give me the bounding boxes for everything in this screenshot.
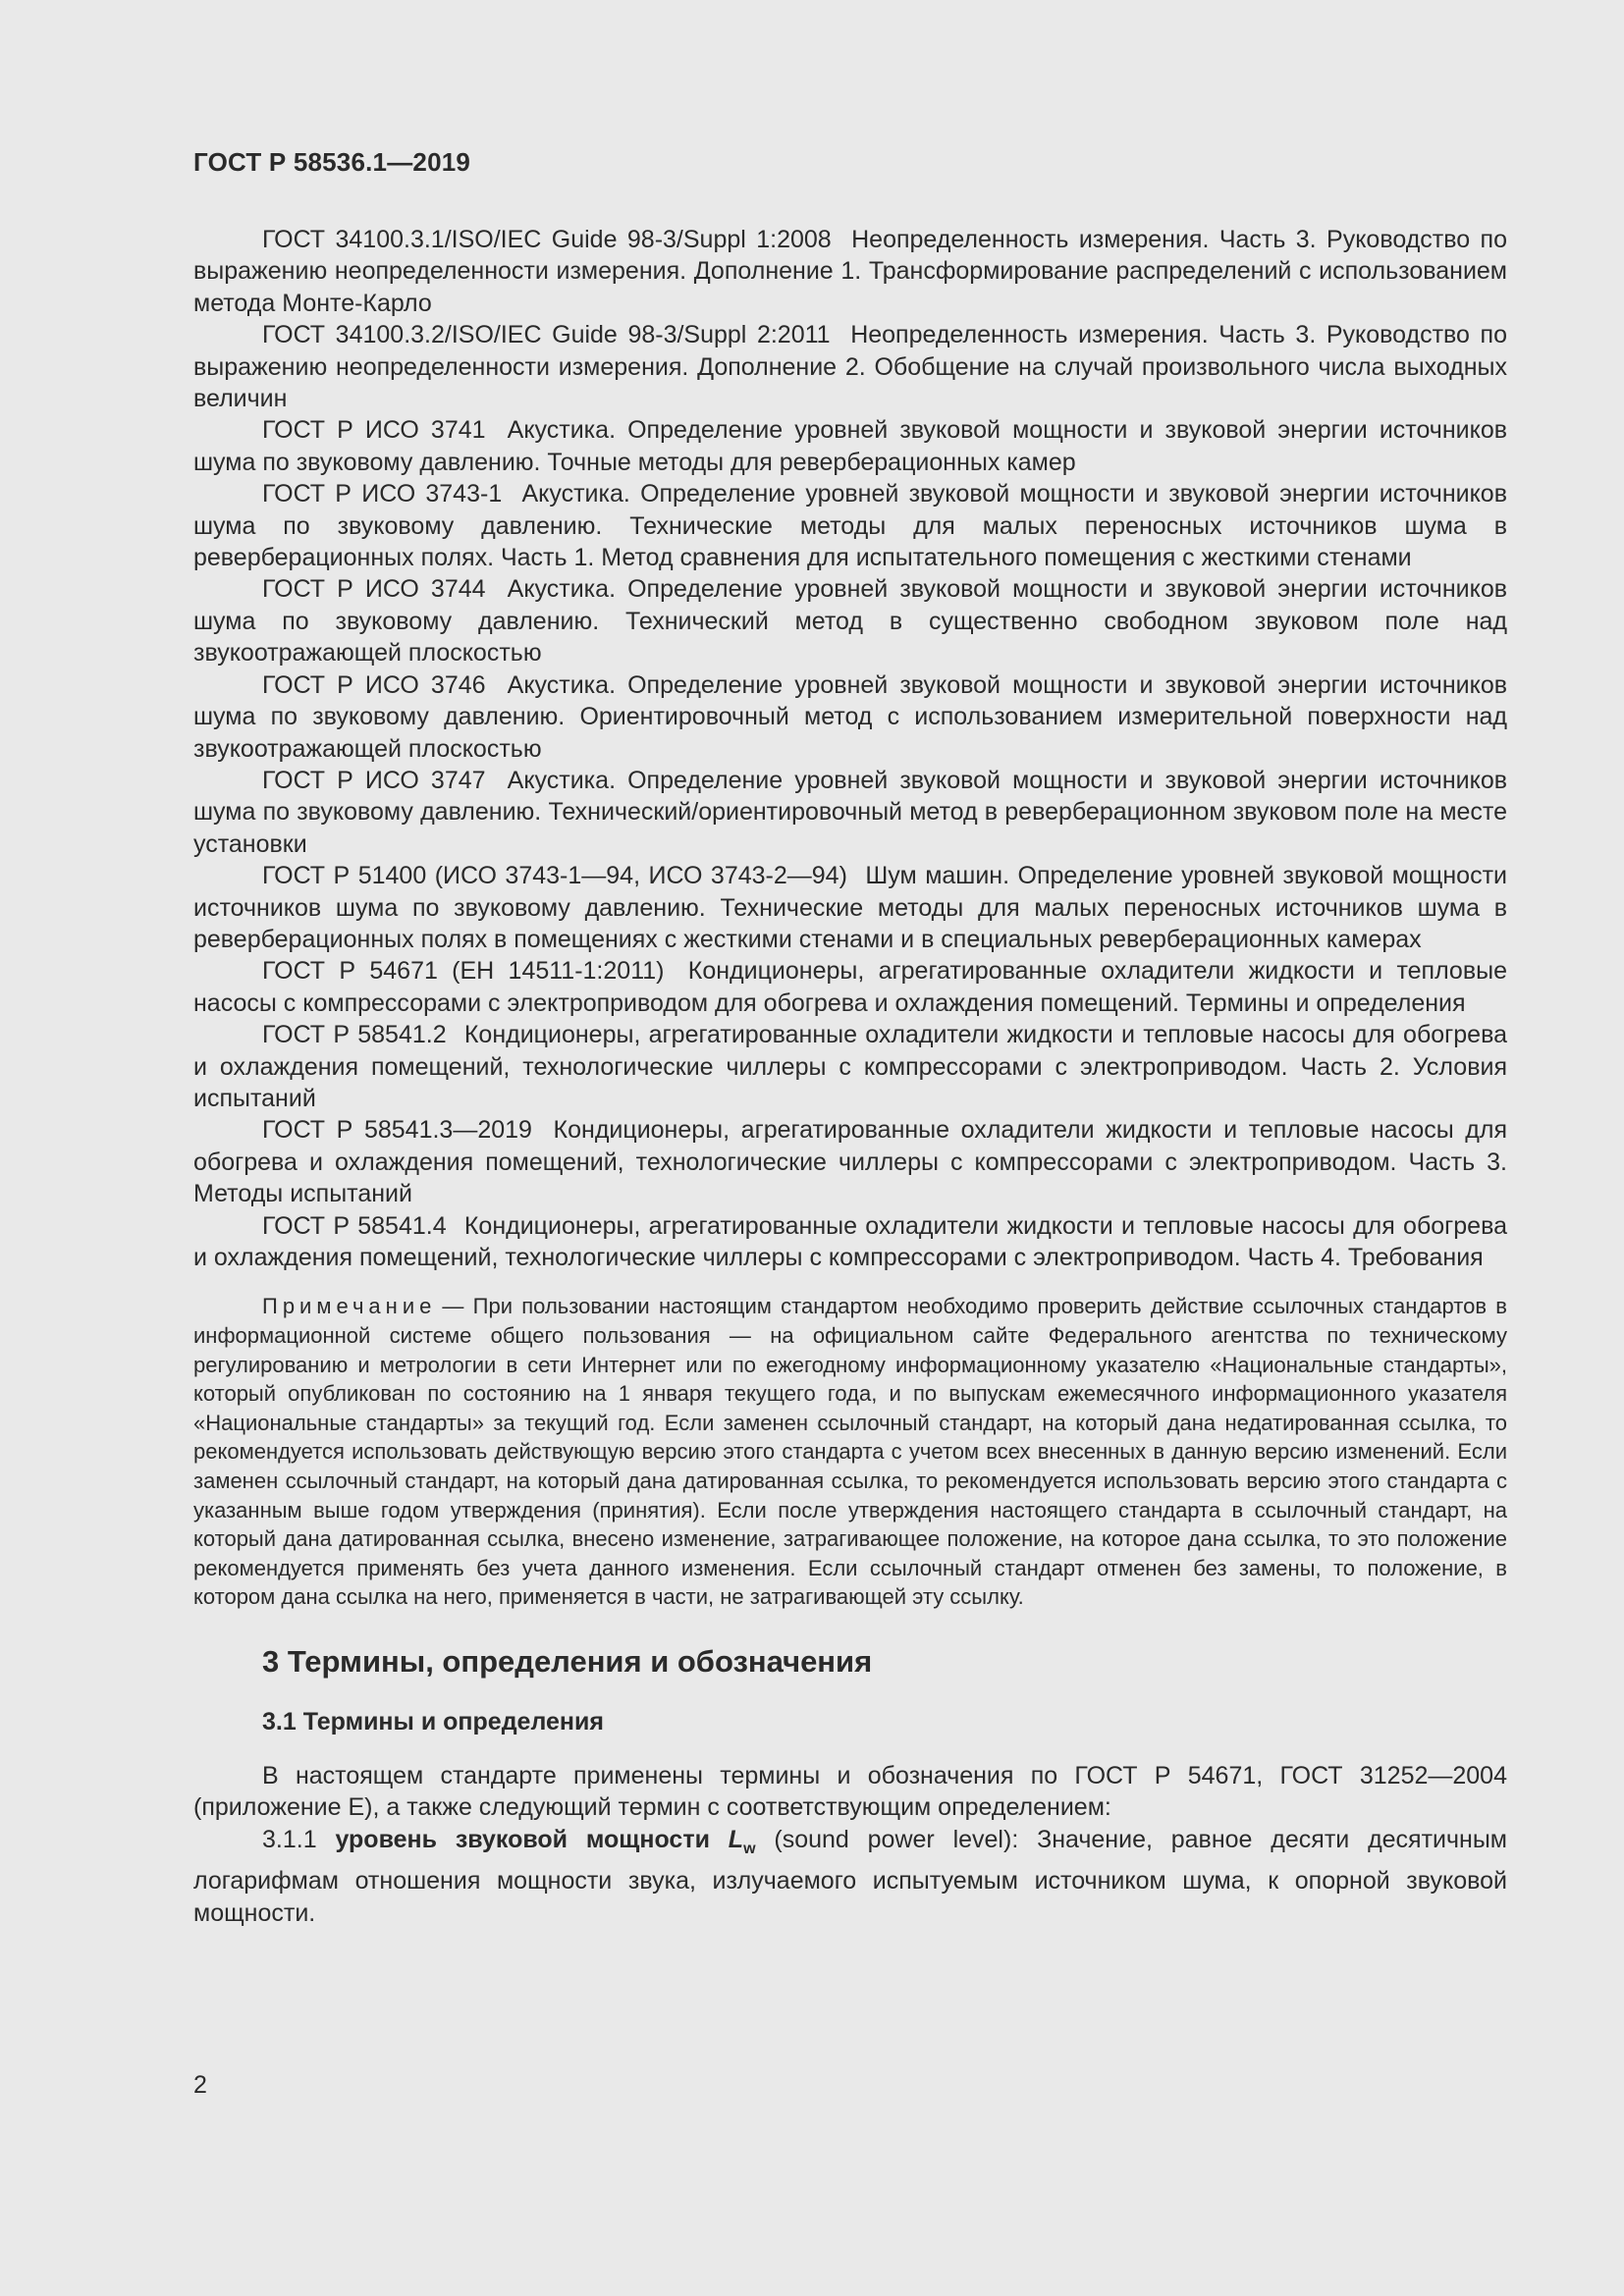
term-symbol: $L_w$	[728, 1825, 756, 1857]
reference-code: ГОСТ Р 58541.4	[262, 1211, 447, 1240]
normative-references-list	[193, 224, 1507, 1273]
reference-entry	[193, 1114, 1507, 1209]
reference-title: Акустика. Определение уровней звуковой мощности и звуковой энергии источников шума по звуковому давлению. Ориентировочный метод с использованием измерительной поверхности над звукоотражающей плоскостью	[193, 670, 1508, 763]
reference-code: ГОСТ 34100.3.2/ISO/IEC Guide 98-3/Suppl 2:2011	[262, 321, 831, 349]
reference-title: Кондиционеры, агрегатированные охладители жидкости и тепловые насосы с компрессорами с электроприводом для обогрева и охлаждения помещений. Термины и определения	[193, 957, 1507, 1017]
reference-title: Акустика. Определение уровней звуковой мощности и звуковой энергии источников шума по звуковому давлению. Технические методы для малых переносных источников шума в реверберационных полях. Часть 1. Метод сравнения для испытательного помещения с жесткими стенами	[193, 480, 1507, 572]
term-3-1-1-paragraph	[193, 1824, 1507, 1929]
reference-entry	[193, 1019, 1507, 1114]
reference-code: ГОСТ Р ИСО 3747	[262, 766, 486, 794]
reference-title: Акустика. Определение уровней звуковой мощности и звуковой энергии источников шума по звуковому давлению. Точные методы для реверберационных камер	[193, 416, 1508, 476]
reference-title: Кондиционеры, агрегатированные охладители жидкости и тепловые насосы для обогрева и охлаждения помещений, технологические чиллеры с компрессорами с электроприводом. Часть 4. Требования	[193, 1211, 1507, 1271]
reference-entry	[193, 860, 1507, 955]
reference-entry	[193, 955, 1507, 1019]
reference-code: ГОСТ Р ИСО 3743-1	[262, 480, 503, 508]
reference-entry	[193, 414, 1507, 478]
reference-code: ГОСТ Р 58541.2	[262, 1021, 447, 1049]
page-number: 2	[193, 2071, 207, 2099]
document-content	[193, 224, 1507, 1929]
reference-title: Акустика. Определение уровней звуковой мощности и звуковой энергии источников шума по звуковому давлению. Технический/ориентировочный метод в реверберационном звуковом поле на месте установки	[193, 766, 1508, 858]
term-definition: Значение, равное десяти десятичным логарифмам отношения мощности звука, излучаемого испытуемым источником шума, к опорной звуковой мощности.	[193, 1825, 1507, 1927]
section-3-title: 3 Термины, определения и обозначения	[262, 1643, 873, 1679]
reference-title: Неопределенность измерения. Часть 3. Руководство по выражению неопределенности измерения. Дополнение 2. Обобщение на случай произвольного числа выходных величин	[193, 321, 1507, 413]
reference-entry	[193, 669, 1507, 765]
reference-code: ГОСТ 34100.3.1/ISO/IEC Guide 98-3/Suppl 1:2008	[262, 226, 832, 253]
reference-title: Неопределенность измерения. Часть 3. Руководство по выражению неопределенности измерения. Дополнение 1. Трансформирование распределений с использованием метода Монте-Карло	[193, 226, 1507, 317]
reference-title: Кондиционеры, агрегатированные охладители жидкости и тепловые насосы для обогрева и охлаждения помещений, технологические чиллеры с компрессорами с электроприводом. Часть 2. Условия испытаний	[193, 1021, 1507, 1112]
reference-code: ГОСТ Р 54671 (ЕН 14511-1:2011)	[262, 957, 665, 986]
term-name: уровень звуковой мощности	[335, 1825, 710, 1853]
reference-code: ГОСТ Р ИСО 3746	[262, 670, 486, 699]
reference-code: ГОСТ Р ИСО 3744	[262, 575, 486, 604]
reference-entry	[193, 478, 1507, 573]
reference-code: ГОСТ Р ИСО 3741	[262, 416, 486, 445]
reference-entry	[193, 319, 1507, 414]
note-paragraph	[193, 1292, 1507, 1612]
terms-intro-paragraph: В настоящем стандарте применены термины и обозначения по ГОСТ Р 54671, ГОСТ 31252—2004 (приложение Е), а также следующий термин с соответствующим определением:	[193, 1761, 1507, 1822]
note-text: — При пользовании настоящим стандартом необходимо проверить действие ссылочных стандартов в информационной системе общего пользования — на официальном сайте Федерального агентства по техническому регулированию и метрологии в сети Интернет или по ежегодному информационному указателю «Национальные стандарты», который опубликован по состоянию на 1 января текущего года, и по выпускам ежемесячного информационного указателя «Национальные стандарты» за текущий год. Если заменен ссылочный стандарт, на который дана недатированная ссылка, то рекомендуется использовать действующую версию этого стандарта с учетом всех внесенных в данную версию изменений. Если заменен ссылочный стандарт, на который дана датированная ссылка, то рекомендуется использовать версию этого стандарта с указанным выше годом утверждения (принятия). Если после утверждения настоящего стандарта в ссылочный стандарт, на который дана датированная ссылка, внесено изменение, затрагивающее положение, на которое дана ссылка, то это положение рекомендуется применять без учета данного изменения. Если ссылочный стандарт отменен без замены, то положение, в котором дана ссылка на него, применяется в части, не затрагивающей эту ссылку.	[193, 1294, 1507, 1610]
reference-entry	[193, 1210, 1507, 1274]
reference-code: ГОСТ Р 58541.3—2019	[262, 1116, 532, 1145]
document-header: ГОСТ Р 58536.1—2019	[193, 147, 471, 177]
reference-title: Акустика. Определение уровней звуковой мощности и звуковой энергии источников шума по звуковому давлению. Технический метод в существенно свободном звуковом поле над звукоотражающей плоскостью	[193, 575, 1508, 667]
reference-code: ГОСТ Р 51400 (ИСО 3743-1—94, ИСО 3743-2—94)	[262, 862, 847, 890]
reference-entry	[193, 224, 1507, 319]
note-label: Примечание	[262, 1294, 437, 1319]
reference-title: Кондиционеры, агрегатированные охладители жидкости и тепловые насосы для обогрева и охлаждения помещений, технологические чиллеры с компрессорами с электроприводом. Часть 3. Методы испытаний	[193, 1116, 1507, 1208]
reference-entry	[193, 765, 1507, 860]
subsection-3-1-title: 3.1 Термины и определения	[262, 1707, 604, 1735]
term-english: (sound power level):	[774, 1825, 1019, 1853]
reference-entry	[193, 573, 1507, 668]
reference-title: Шум машин. Определение уровней звуковой мощности источников шума по звуковому давлению. Технические методы для малых переносных источников шума в реверберационных полях в помещениях с жесткими стенами и в специальных реверберационных камерах	[193, 862, 1508, 953]
term-number: 3.1.1	[262, 1825, 317, 1853]
